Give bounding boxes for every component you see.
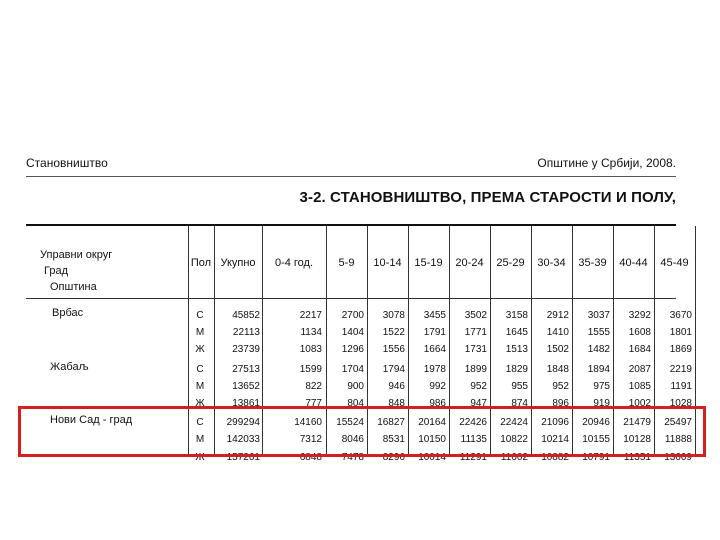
column-header: 40-44: [619, 257, 648, 269]
table-cell: 1645: [505, 327, 528, 339]
table-cell: 946: [388, 380, 405, 392]
table-cell: 1482: [587, 344, 610, 356]
table-cell: 7478: [341, 451, 364, 463]
table-cell: 1731: [464, 344, 487, 356]
table-cell: 20946: [582, 417, 610, 429]
table-cell: 1664: [423, 344, 446, 356]
table-cell: 848: [388, 398, 405, 409]
page-header-left: Становништво: [26, 156, 108, 170]
table-cell: 15524: [336, 417, 364, 429]
column-header: 20-24: [455, 257, 484, 269]
table-cell: 3158: [505, 310, 528, 321]
table-cell: 1608: [628, 327, 651, 339]
table-cell: 8296: [382, 451, 405, 463]
table-cell: 1085: [628, 380, 651, 392]
table-cell: 1502: [546, 344, 569, 356]
table-cell: 947: [470, 398, 487, 409]
table-cell: 11888: [664, 434, 692, 446]
sex-cell: Ж: [195, 451, 205, 463]
table-cell: 22424: [500, 417, 528, 429]
table-cell: 157261: [226, 451, 260, 463]
table-cell: 11135: [460, 434, 487, 446]
table-cell: 1894: [587, 363, 610, 375]
table-cell: 3455: [423, 310, 446, 321]
table-cell: 1978: [423, 363, 446, 375]
table-cell: 1083: [299, 344, 322, 356]
table-cell: 1899: [464, 363, 487, 375]
table-cell: 1771: [464, 327, 487, 339]
table-cell: 975: [593, 380, 610, 392]
table-cell: 8046: [341, 434, 364, 446]
region-column-header: [40, 247, 112, 295]
column-header: Укупно: [220, 257, 256, 269]
column-header: 35-39: [578, 257, 607, 269]
table-cell: 142033: [226, 434, 260, 446]
table-cell: 3292: [628, 310, 651, 321]
table-cell: 1869: [669, 344, 692, 356]
table-cell: 955: [511, 380, 528, 392]
sex-cell: С: [196, 310, 204, 321]
table-cell: 1522: [382, 327, 405, 339]
table-cell: 2219: [669, 363, 692, 375]
table-cell: 299294: [226, 417, 260, 429]
table-cell: 13652: [232, 380, 260, 392]
table-cell: 777: [305, 398, 322, 409]
table-cell: 27513: [232, 363, 260, 375]
table-cell: 1599: [299, 363, 322, 375]
table-cell: 21479: [623, 417, 651, 429]
region-name: Нови Сад - град: [50, 414, 133, 427]
column-header: 10-14: [373, 257, 402, 269]
table-cell: 20164: [418, 417, 446, 429]
region-header-line-3: Општина: [50, 281, 97, 293]
sex-cell: С: [196, 417, 204, 429]
page-header-right: Општине у Србији, 2008.: [537, 156, 676, 170]
table-cell: 992: [429, 380, 446, 392]
region-name: Жабаљ: [50, 360, 89, 373]
table-cell: 1794: [382, 363, 405, 375]
table-cell: 11351: [623, 451, 651, 463]
table-cell: 8531: [382, 434, 405, 446]
table-cell: 986: [429, 398, 446, 409]
table-title: 3-2. СТАНОВНИШТВО, ПРЕМА СТАРОСТИ И ПОЛУ,: [299, 189, 676, 206]
table-cell: 3502: [464, 310, 487, 321]
table-cell: 22426: [459, 417, 487, 429]
region-header-line-1: Управни округ: [40, 249, 113, 261]
sex-cell: М: [195, 380, 205, 392]
table-cell: 13861: [232, 398, 260, 409]
table-cell: 1296: [341, 344, 364, 356]
column-header: 0-4 год.: [274, 257, 314, 269]
table-cell: 10822: [500, 434, 528, 446]
table-cell: 13609: [664, 451, 692, 463]
region-name: Врбас: [52, 307, 84, 319]
table-cell: 6848: [299, 451, 322, 463]
highlight-box: [18, 406, 706, 457]
table-cell: 952: [552, 380, 569, 392]
table-cell: 45852: [232, 310, 260, 321]
sex-column-header: Пол: [190, 257, 212, 269]
table-cell: 1684: [628, 344, 651, 356]
table-cell: 25497: [664, 417, 692, 429]
header-separator: [26, 298, 676, 299]
column-header: 15-19: [414, 257, 443, 269]
header-rule: [26, 176, 676, 177]
column-header: 45-49: [660, 257, 689, 269]
table-cell: 1791: [423, 327, 446, 339]
table-cell: 1801: [669, 327, 692, 339]
column-header: 25-29: [496, 257, 525, 269]
table-cell: 11291: [459, 451, 487, 463]
table-cell: 1191: [670, 380, 692, 392]
table-cell: 10214: [541, 434, 569, 446]
table-cell: 7312: [299, 434, 322, 446]
table-cell: 1134: [300, 327, 322, 339]
table-cell: 874: [511, 398, 528, 409]
sex-cell: М: [195, 434, 205, 446]
table-cell: 804: [347, 398, 364, 409]
table-cell: 1848: [546, 363, 569, 375]
table-cell: 3670: [669, 310, 692, 321]
table-cell: 900: [347, 380, 364, 392]
table-cell: 10791: [582, 451, 610, 463]
table-cell: 2087: [628, 363, 651, 375]
sex-cell: М: [195, 327, 205, 339]
table-cell: 1410: [546, 327, 569, 339]
table-cell: 1555: [587, 327, 610, 339]
table-cell: 16827: [377, 417, 405, 429]
table-cell: 10150: [418, 434, 446, 446]
table-cell: 1513: [505, 344, 528, 356]
table-cell: 952: [470, 380, 487, 392]
table-cell: 2217: [299, 310, 322, 321]
table-cell: 10128: [623, 434, 651, 446]
table-cell: 919: [593, 398, 610, 409]
region-header-line-2: Град: [44, 265, 68, 277]
table-cell: 822: [305, 380, 322, 392]
table-cell: 2912: [546, 310, 569, 321]
table-cell: 10014: [418, 451, 446, 463]
table-cell: 10155: [582, 434, 610, 446]
table-cell: 3078: [382, 310, 405, 321]
table-cell: 14160: [294, 417, 322, 429]
table-cell: 11602: [500, 451, 528, 463]
table-cell: 23739: [232, 344, 260, 356]
table-cell: 2700: [341, 310, 364, 321]
sex-cell: С: [196, 363, 204, 375]
table-cell: 1404: [341, 327, 364, 339]
table-cell: 1829: [505, 363, 528, 375]
sex-cell: Ж: [195, 344, 205, 356]
table-cell: 1556: [382, 344, 405, 356]
table-cell: 1002: [628, 398, 651, 409]
sex-cell: Ж: [195, 398, 205, 409]
table-cell: 3037: [587, 310, 610, 321]
column-header: 5-9: [338, 257, 355, 269]
table-cell: 22113: [232, 327, 260, 339]
table-cell: 10882: [541, 451, 569, 463]
table-cell: 21096: [541, 417, 569, 429]
table-cell: 1704: [341, 363, 364, 375]
column-header: 30-34: [537, 257, 566, 269]
table-cell: 896: [552, 398, 569, 409]
table-cell: 1028: [669, 398, 692, 409]
